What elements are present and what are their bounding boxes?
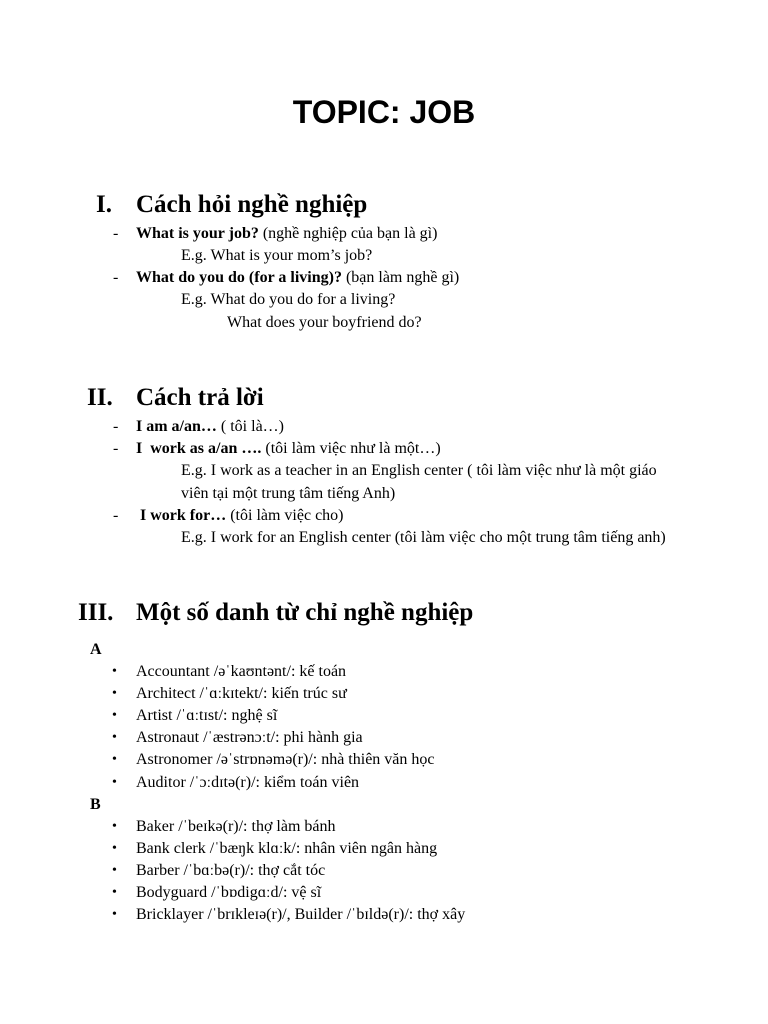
example-line: E.g. I work for an English center (tôi làm việc cho một trung tâm tiếng anh) (181, 529, 666, 546)
section-3-title: Một số danh từ chỉ nghề nghiệp (136, 599, 474, 626)
section-2-numeral: II. (87, 384, 113, 411)
bullet-icon: • (112, 730, 117, 745)
section-3-heading (78, 598, 474, 628)
section-1-title: Cách hỏi nghề nghiệp (136, 191, 368, 218)
vocab-item: Accountant /əˈkaʊntənt/: kế toán (136, 663, 347, 680)
vocab-item: Bodyguard /ˈbɒdigɑːd/: vệ sĩ (136, 884, 322, 901)
bullet-icon: • (112, 885, 117, 900)
group-letter: A (90, 641, 102, 658)
vocab-item: Astronomer /əˈstrɒnəmə(r)/: nhà thiên văn học (136, 751, 435, 768)
vocab-item: Artist /ˈɑːtɪst/: nghệ sĩ (136, 707, 278, 724)
section-2-title: Cách trả lời (136, 384, 264, 411)
question-item: What is your job? (nghề nghiệp của bạn là gì) (136, 225, 438, 242)
section-3-numeral: III. (78, 599, 114, 626)
bullet-icon: • (112, 819, 117, 834)
section-1-numeral: I. (96, 191, 112, 218)
dash-marker: - (113, 440, 119, 457)
bullet-icon: • (112, 863, 117, 878)
bullet-icon: • (112, 841, 117, 856)
bullet-icon: • (112, 664, 117, 679)
vocab-item: Barber /ˈbɑːbə(r)/: thợ cắt tóc (136, 862, 326, 879)
example-line: E.g. I work as a teacher in an English center ( tôi làm việc như là một giáo (181, 462, 657, 479)
bullet-icon: • (112, 752, 117, 767)
vocab-item: Architect /ˈɑːkɪtekt/: kiến trúc sư (136, 685, 347, 702)
question-item: What do you do (for a living)? (bạn làm nghề gì) (136, 269, 460, 286)
example-line: E.g. What do you do for a living? (181, 291, 396, 308)
answer-item: I work for… (tôi làm việc cho) (140, 507, 344, 524)
example-line: viên tại một trung tâm tiếng Anh) (181, 485, 396, 502)
page-title: TOPIC: JOB (292, 94, 476, 130)
bullet-icon: • (112, 775, 117, 790)
vocab-item: Baker /ˈbeɪkə(r)/: thợ làm bánh (136, 818, 336, 835)
vocab-item: Astronaut /ˈæstrənɔːt/: phi hành gia (136, 729, 363, 746)
answer-item: I work as a/an …. (tôi làm việc như là một…) (136, 440, 441, 457)
bullet-icon: • (112, 708, 117, 723)
group-letter: B (90, 796, 101, 813)
dash-marker: - (113, 507, 119, 524)
vocab-item: Bricklayer /ˈbrɪkleɪə(r)/, Builder /ˈbɪldə(r)/: thợ xây (136, 906, 466, 923)
bullet-icon: • (112, 686, 117, 701)
vocab-item: Bank clerk /ˈbæŋk klɑːk/: nhân viên ngân hàng (136, 840, 438, 857)
dash-marker: - (113, 418, 119, 435)
example-line: What does your boyfriend do? (227, 314, 422, 331)
section-2-heading (87, 383, 264, 413)
answer-item: I am a/an… ( tôi là…) (136, 418, 284, 435)
dash-marker: - (113, 225, 119, 242)
section-1-heading (96, 190, 368, 220)
dash-marker: - (113, 269, 119, 286)
vocab-item: Auditor /ˈɔːdɪtə(r)/: kiểm toán viên (136, 774, 360, 791)
bullet-icon: • (112, 907, 117, 922)
example-line: E.g. What is your mom’s job? (181, 247, 373, 264)
